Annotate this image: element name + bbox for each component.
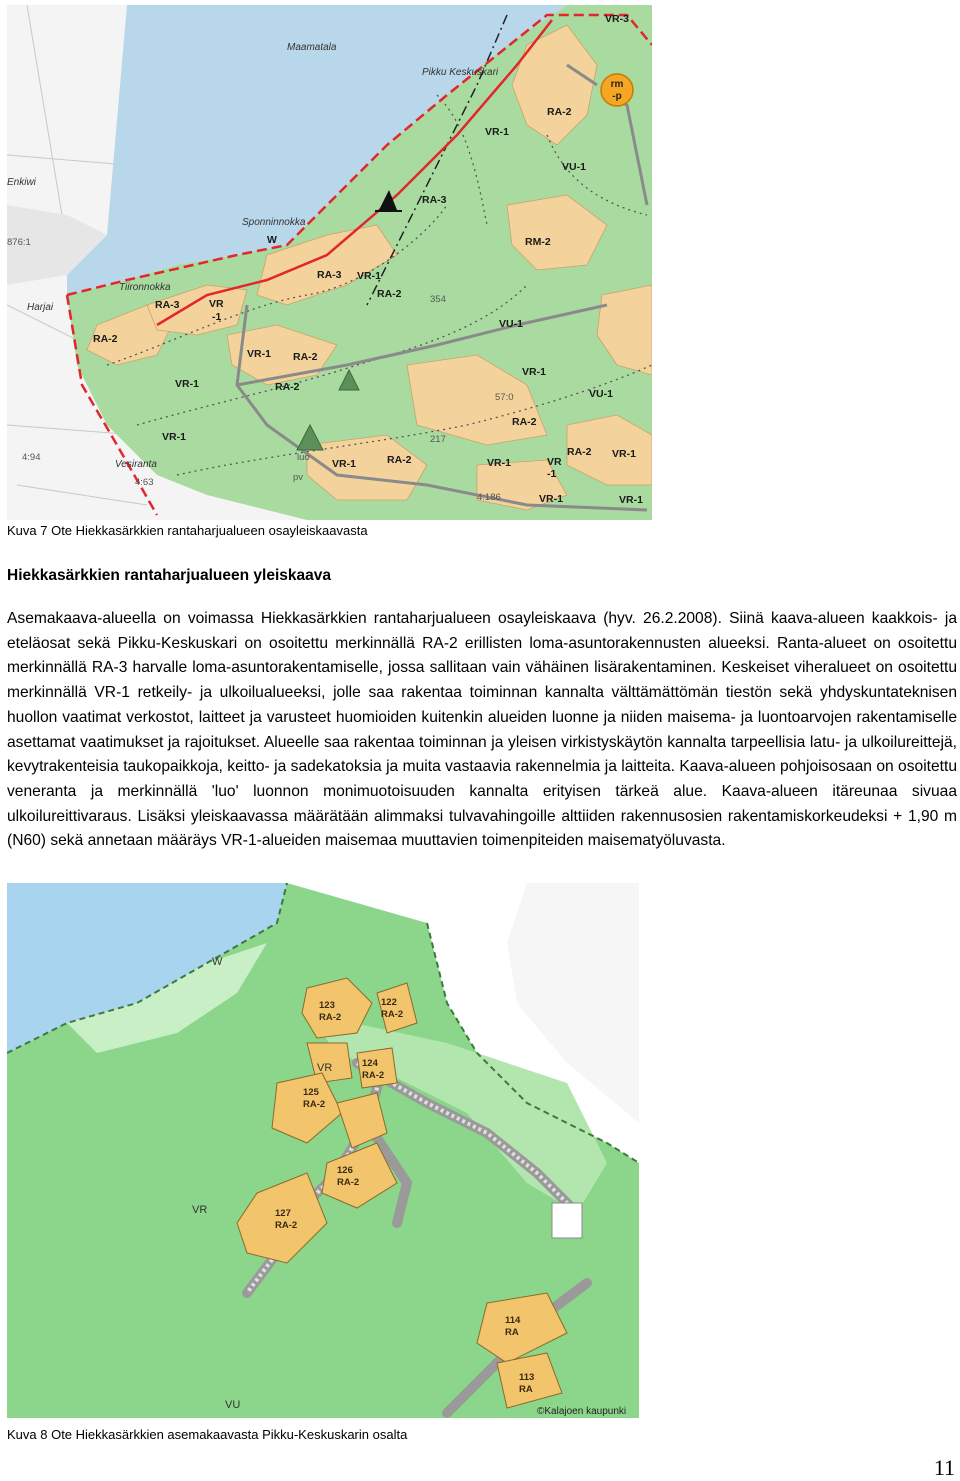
figure-caption: Kuva 8 Ote Hiekkasärkkien asemakaavasta Pikku-Keskuskarin osalta (7, 1427, 408, 1442)
map1-number: 354 (430, 294, 446, 305)
map2-plot: RA (505, 1327, 519, 1338)
map1-label: RA-2 (293, 351, 318, 363)
map2-plot: RA-2 (381, 1009, 404, 1020)
map1-label: VU-1 (562, 161, 586, 173)
map1-label: VR-1 (175, 378, 199, 390)
map1-label: -1 (212, 311, 222, 323)
map2-plot: RA-2 (303, 1099, 326, 1110)
map2-label: W (212, 956, 223, 968)
map1-label: RA-2 (377, 288, 402, 300)
map1-label: VU-1 (589, 388, 613, 400)
map2-label: VR (317, 1062, 333, 1074)
map1-label: VR (209, 298, 224, 310)
map1-number: 4:186 (477, 492, 501, 503)
map1-label: RA-2 (547, 106, 572, 118)
map1-place: Harjai (27, 302, 54, 313)
map1-label: VR-1 (162, 431, 186, 443)
map2-plot: 114 (505, 1315, 521, 1326)
map1-label: RA-2 (93, 333, 118, 345)
map-asemakaava-svg (7, 883, 639, 1418)
map2-plot: 124 (362, 1058, 378, 1069)
map1-label: RA-2 (275, 381, 300, 393)
map1-label: VR (547, 456, 562, 468)
map1-label: VR-1 (485, 126, 509, 138)
map1-label: RA-3 (317, 269, 342, 281)
map1-label: -p (612, 91, 622, 102)
map2-plot: 122 (381, 997, 397, 1008)
map1-label: VR-1 (522, 366, 546, 378)
map1-label: RA-2 (387, 454, 412, 466)
map1-label: VR-1 (539, 493, 563, 505)
map2-label: VR (192, 1204, 208, 1216)
map1-number: 57:0 (495, 392, 514, 403)
map1-label: VR-1 (332, 458, 356, 470)
map1-number: 876:1 (7, 237, 31, 248)
map-asemakaava (7, 883, 639, 1418)
body-paragraph: Asemakaava-alueella on voimassa Hiekkasärkkien rantaharjualueen osayleiskaava (hyv. 26.2.2008). Siinä kaava-alueen kaakkois- ja eteläosat sekä Pikku-Keskuskari on osoitettu merkinnällä RA-2 erillisten loma-asuntorakennusten alueeksi. Ranta-alueet on osoitettu merkinnällä RA-3 harvalle loma-asuntorakentamiselle, jossa sallitaan vain vähäinen lisärakentaminen. Keskeiset viheralueet on osoitettu merkinnällä VR-1 retkeily- ja ulkoilualueeksi, jolle saa rakentaa toiminnan kannalta välttämättömän tiestön sekä yhdyskuntateknisen huollon vaatimat verkostot, laitteet ja varusteet huomioiden kuitenkin alueiden luonne ja niiden maisema- ja luontoarvojen rakentamiselle asettamat vaatimukset ja rajoitukset. Alueelle saa rakentaa toiminnan ja yleisen virkistyskäytön kannalta tarpeellisia latu- ja ulkoilureittejä, kevytrakenteisia taukopaikkoja, keitto- ja sadekatoksia ja muita vastaavia rakennelmia ja laitteita. Kaava-alueen pohjoisosaan on osoitettu veneranta ja merkinnällä 'luo' luonnon monimuotoisuuden kannalta erityisen tärkeä alue. Kaava-alueen itäreunaa sivuaa ulkoilureittivaraus. Lisäksi yleiskaavassa määrätään alimmaksi tulvavahingoille alttiiden rakennusosien rakentamiskorkeudeksi + 1,90 m (N60) sekä annetaan määräys VR-1-alueiden maisemaa muuttavien toimenpiteiden maisematyöluvasta. (7, 610, 957, 850)
map1-label: VR-1 (612, 448, 636, 460)
map1-label: VR-1 (247, 348, 271, 360)
map2-plot: RA-2 (275, 1220, 298, 1231)
map-osayleiskaava (7, 5, 652, 520)
map2-plot: RA (519, 1384, 533, 1395)
map2-plot: 126 (337, 1165, 353, 1176)
map2-plot: 123 (319, 1000, 335, 1011)
map1-place: Enkiwi (7, 177, 36, 188)
map1-place: Sponninnokka (242, 217, 306, 228)
map2-plot: 125 (303, 1087, 319, 1098)
map1-label: RA-2 (567, 446, 592, 458)
map1-number: 4:63 (135, 477, 154, 488)
map1-number: 217 (430, 434, 446, 445)
map1-label: VU-1 (499, 318, 523, 330)
map2-plot: RA-2 (362, 1070, 385, 1081)
section-heading: Hiekkasärkkien rantaharjualueen yleiskaava (7, 567, 331, 584)
map1-number: 4:94 (22, 452, 41, 463)
map1-label: VR-1 (619, 494, 643, 506)
page-number: 11 (933, 1455, 955, 1480)
map1-place: Vesiranta (115, 459, 157, 470)
map1-place: Tiironnokka (119, 282, 171, 293)
figure-caption: Kuva 7 Ote Hiekkasärkkien rantaharjualueen osayleiskaavasta (7, 523, 368, 538)
map1-label: RA-3 (155, 299, 180, 311)
map2-plot: 113 (519, 1372, 535, 1383)
map1-place: Maamatala (287, 42, 337, 53)
map2-label: VU (225, 1399, 241, 1411)
map-osayleiskaava-svg (7, 5, 652, 520)
map1-label: rm (610, 79, 624, 90)
map1-label: RM-2 (525, 236, 551, 248)
map2-plot: RA-2 (319, 1012, 342, 1023)
map2-plot: 127 (275, 1208, 291, 1219)
map1-label: RA-2 (512, 416, 537, 428)
map1-place: Pikku Keskuskari (422, 67, 499, 78)
map2-copyright: ©Kalajoen kaupunki (537, 1406, 627, 1417)
map1-label: VR-3 (605, 13, 629, 25)
map1-label: W (267, 234, 277, 246)
map2-plot: RA-2 (337, 1177, 360, 1188)
map1-label: -1 (547, 468, 557, 480)
map1-label: RA-3 (422, 194, 447, 206)
map1-label: VR-1 (487, 457, 511, 469)
map1-number: pv (293, 472, 304, 483)
map1-label: VR-1 (357, 270, 381, 282)
map1-number: luo (297, 452, 310, 463)
